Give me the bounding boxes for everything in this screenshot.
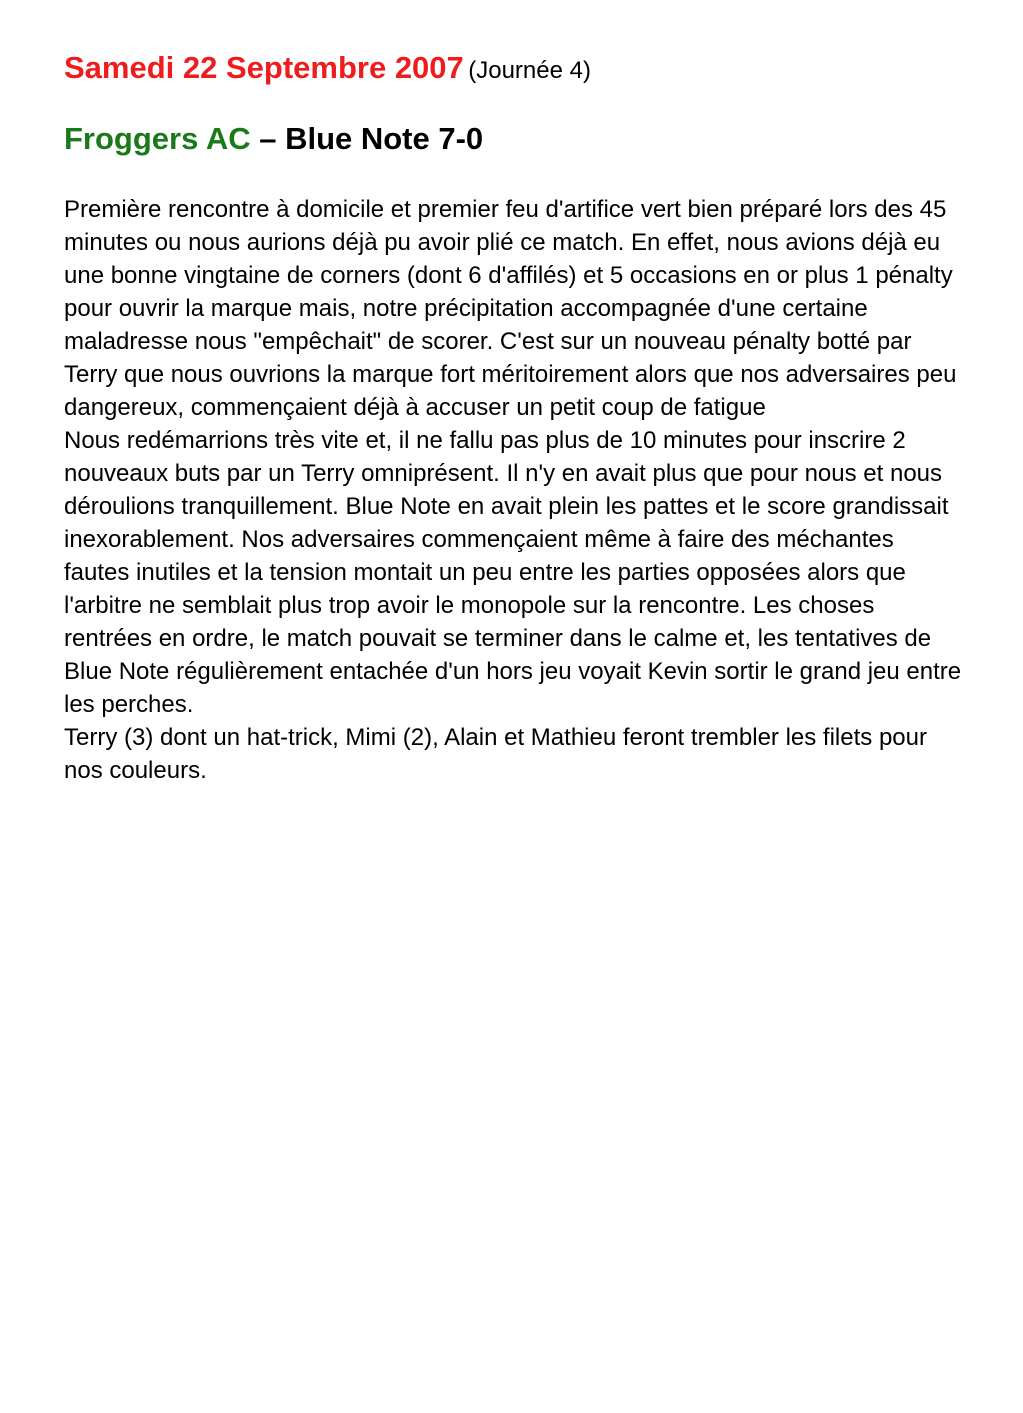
home-team-name: Froggers AC xyxy=(64,121,251,156)
match-report xyxy=(64,193,964,787)
report-paragraph-2: Nous redémarrions très vite et, il ne fallu pas plus de 10 minutes pour inscrire 2 nouveaux buts par un Terry omniprésent. Il n'y en avait plus que pour nous et nous déroulions tranquillement. Blue Note en avait plein les pattes et le score grandissait inexorablement. Nos adversaires commençaient même à faire des méchantes fautes inutiles et la tension montait un peu entre les parties opposées alors que l'arbitre ne semblait plus trop avoir le monopole sur la rencontre. Les choses rentrées en ordre, le match pouvait se terminer dans le calme et, les tentatives de Blue Note régulièrement entachée d'un hors jeu voyait Kevin sortir le grand jeu entre les perches. xyxy=(64,427,962,718)
matchday-label: (Journée 4) xyxy=(468,57,591,84)
match-date: Samedi 22 Septembre 2007 xyxy=(64,50,464,85)
date-heading xyxy=(64,48,964,88)
match-score: – Blue Note 7-0 xyxy=(259,121,484,156)
report-paragraph-3: Terry (3) dont un hat-trick, Mimi (2), Alain et Mathieu feront trembler les filets pour nos couleurs. xyxy=(64,724,927,784)
document-page xyxy=(64,48,964,787)
match-result-heading xyxy=(64,118,964,160)
report-paragraph-1: Première rencontre à domicile et premier feu d'artifice vert bien préparé lors des 45 minutes ou nous aurions déjà pu avoir plié ce match. En effet, nous avions déjà eu une bonne vingtaine de corners (dont 6 d'affilés) et 5 occasions en or plus 1 pénalty pour ouvrir la marque mais, notre précipitation accompagnée d'une certaine maladresse nous "empêchait" de scorer. C'est sur un nouveau pénalty botté par Terry que nous ouvrions la marque fort méritoirement alors que nos adversaires peu dangereux, commençaient déjà à accuser un petit coup de fatigue xyxy=(64,196,957,421)
